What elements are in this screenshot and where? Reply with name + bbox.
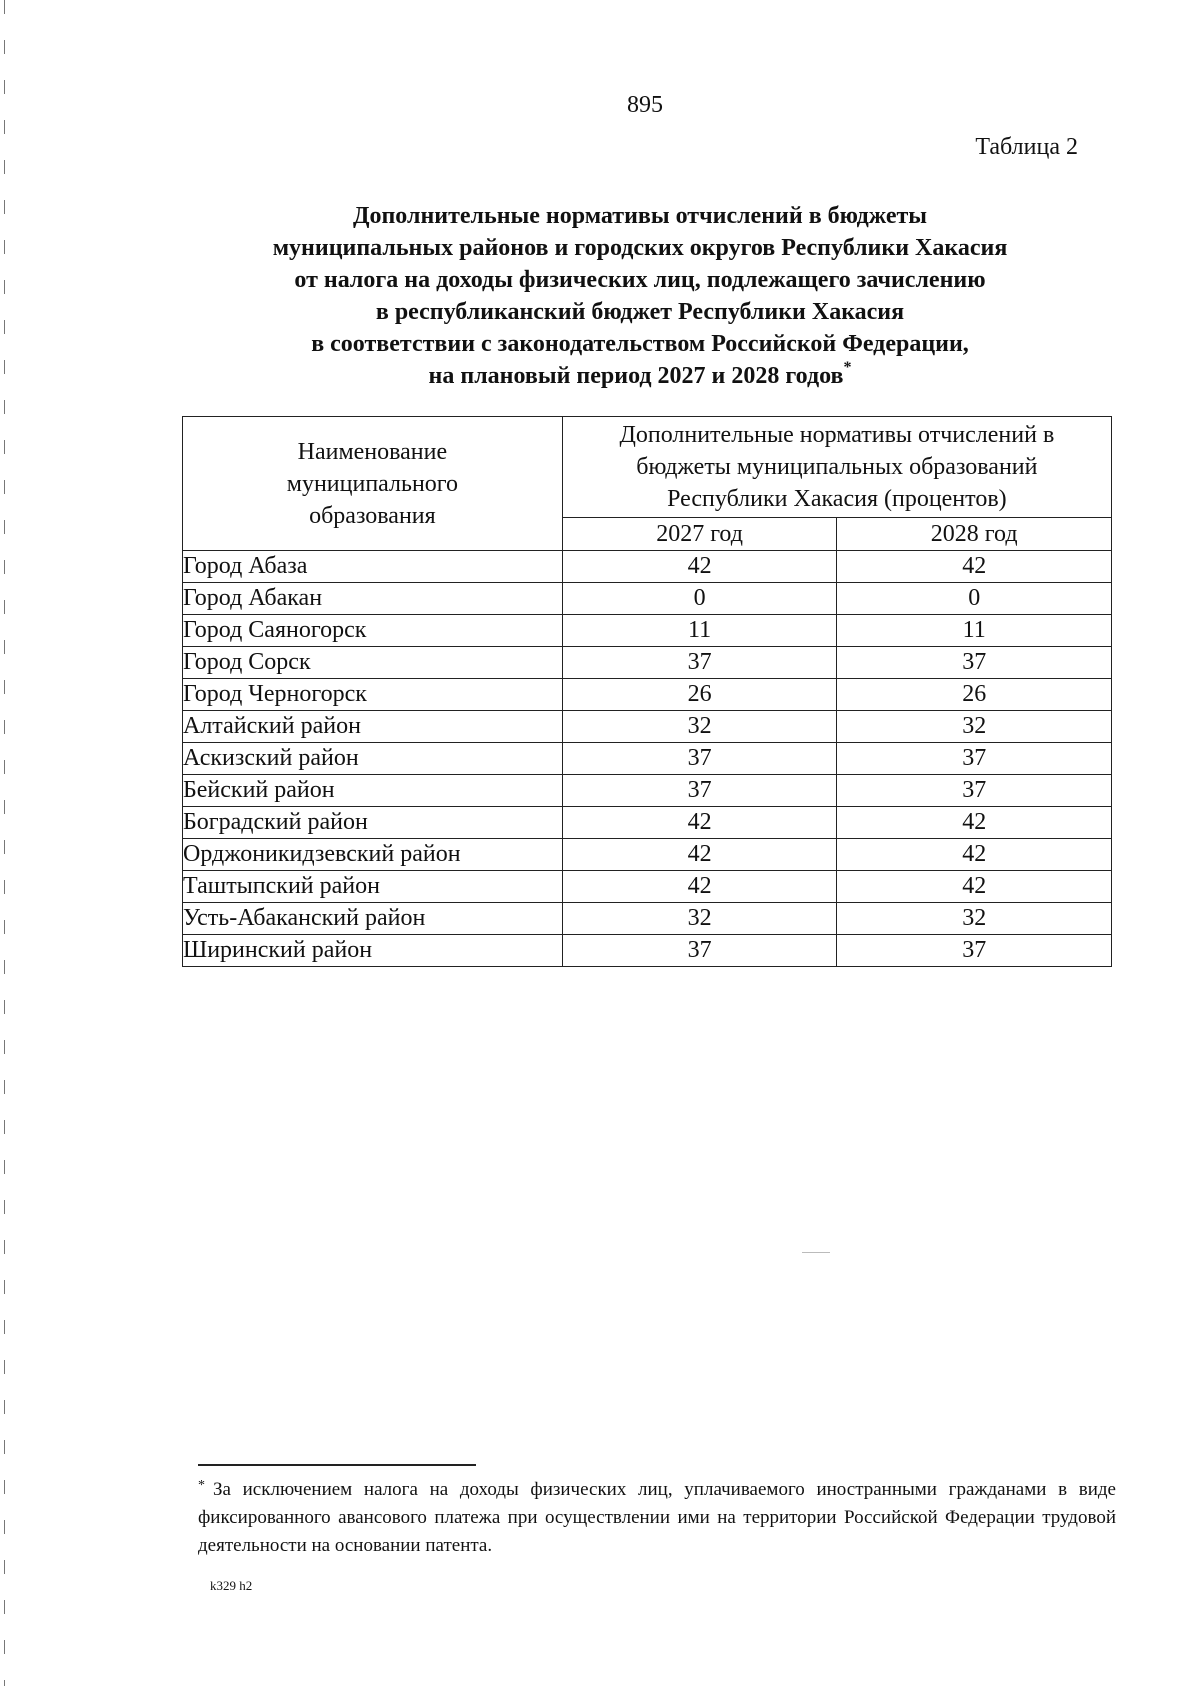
municipality-name: Орджоникидзевский район	[183, 839, 563, 871]
table-header-row	[183, 417, 1112, 518]
value-2028: 42	[837, 807, 1112, 839]
value-2028: 37	[837, 647, 1112, 679]
table-row	[183, 775, 1112, 807]
value-2028: 42	[837, 871, 1112, 903]
value-2028: 37	[837, 743, 1112, 775]
table-row	[183, 583, 1112, 615]
title-line: от налога на доходы физических лиц, подлежащего зачислению	[294, 267, 986, 293]
value-2027: 26	[562, 679, 837, 711]
value-2028: 32	[837, 711, 1112, 743]
header-municipality-name: Наименование муниципального образования	[183, 417, 563, 551]
document-title	[190, 200, 1090, 392]
norms-table	[182, 416, 1112, 967]
table-row	[183, 615, 1112, 647]
table-row	[183, 903, 1112, 935]
municipality-name: Алтайский район	[183, 711, 563, 743]
document-code: k329 h2	[210, 1578, 253, 1593]
municipality-name: Город Абаза	[183, 551, 563, 583]
municipality-name: Город Сорск	[183, 647, 563, 679]
table-label: Таблица 2	[975, 134, 1078, 160]
value-2027: 32	[562, 903, 837, 935]
value-2027: 37	[562, 775, 837, 807]
title-line: в соответствии с законодательством Российской Федерации,	[311, 331, 969, 357]
value-2028: 42	[837, 839, 1112, 871]
value-2028: 37	[837, 775, 1112, 807]
value-2028: 42	[837, 551, 1112, 583]
municipality-name: Боградский район	[183, 807, 563, 839]
header-year-2028: 2028 год	[837, 518, 1112, 551]
value-2028: 0	[837, 583, 1112, 615]
title-line: в республиканский бюджет Республики Хакасия	[375, 299, 905, 325]
municipality-name: Ширинский район	[183, 935, 563, 967]
table-row	[183, 807, 1112, 839]
table-body	[183, 551, 1112, 967]
value-2027: 42	[562, 839, 837, 871]
value-2028: 11	[837, 615, 1112, 647]
value-2027: 32	[562, 711, 837, 743]
value-2027: 37	[562, 935, 837, 967]
municipality-name: Аскизский район	[183, 743, 563, 775]
header-year-2027: 2027 год	[562, 518, 837, 551]
table-row	[183, 743, 1112, 775]
footnote-separator	[198, 1464, 476, 1466]
table-row	[183, 935, 1112, 967]
title-line: муниципальных районов и городских округов Республики Хакасия	[272, 235, 1008, 261]
scan-edge-artifact	[4, 0, 5, 1686]
page-number: 895	[627, 92, 663, 118]
value-2027: 11	[562, 615, 837, 647]
scan-speck	[802, 1252, 830, 1253]
value-2028: 26	[837, 679, 1112, 711]
municipality-name: Бейский район	[183, 775, 563, 807]
municipality-name: Усть-Абаканский район	[183, 903, 563, 935]
footnote-text: За исключением налога на доходы физических лиц, уплачиваемого иностранными гражданами в виде фиксированного авансового платежа при осуществлении ими на территории Российской Федерации трудовой деятельности на основании патента.	[198, 1479, 1116, 1556]
value-2028: 32	[837, 903, 1112, 935]
table-row	[183, 647, 1112, 679]
value-2027: 37	[562, 743, 837, 775]
header-norms-group: Дополнительные нормативы отчислений в бюджеты муниципальных образований Республики Хакасия (процентов)	[562, 417, 1111, 518]
table-row	[183, 871, 1112, 903]
footnote	[198, 1476, 1116, 1560]
footnote-marker: *	[198, 1478, 205, 1493]
title-line-last	[190, 360, 1090, 392]
value-2027: 42	[562, 871, 837, 903]
title-footnote-marker: *	[843, 359, 852, 376]
title-line: Дополнительные нормативы отчислений в бюджеты	[352, 203, 928, 229]
municipality-name: Город Абакан	[183, 583, 563, 615]
table-row	[183, 711, 1112, 743]
table-row	[183, 679, 1112, 711]
table-row	[183, 839, 1112, 871]
municipality-name: Город Черногорск	[183, 679, 563, 711]
value-2027: 0	[562, 583, 837, 615]
value-2027: 37	[562, 647, 837, 679]
value-2028: 37	[837, 935, 1112, 967]
municipality-name: Таштыпский район	[183, 871, 563, 903]
value-2027: 42	[562, 807, 837, 839]
table-row	[183, 551, 1112, 583]
municipality-name: Город Саяногорск	[183, 615, 563, 647]
value-2027: 42	[562, 551, 837, 583]
title-line: на плановый период 2027 и 2028 годов	[428, 363, 844, 389]
